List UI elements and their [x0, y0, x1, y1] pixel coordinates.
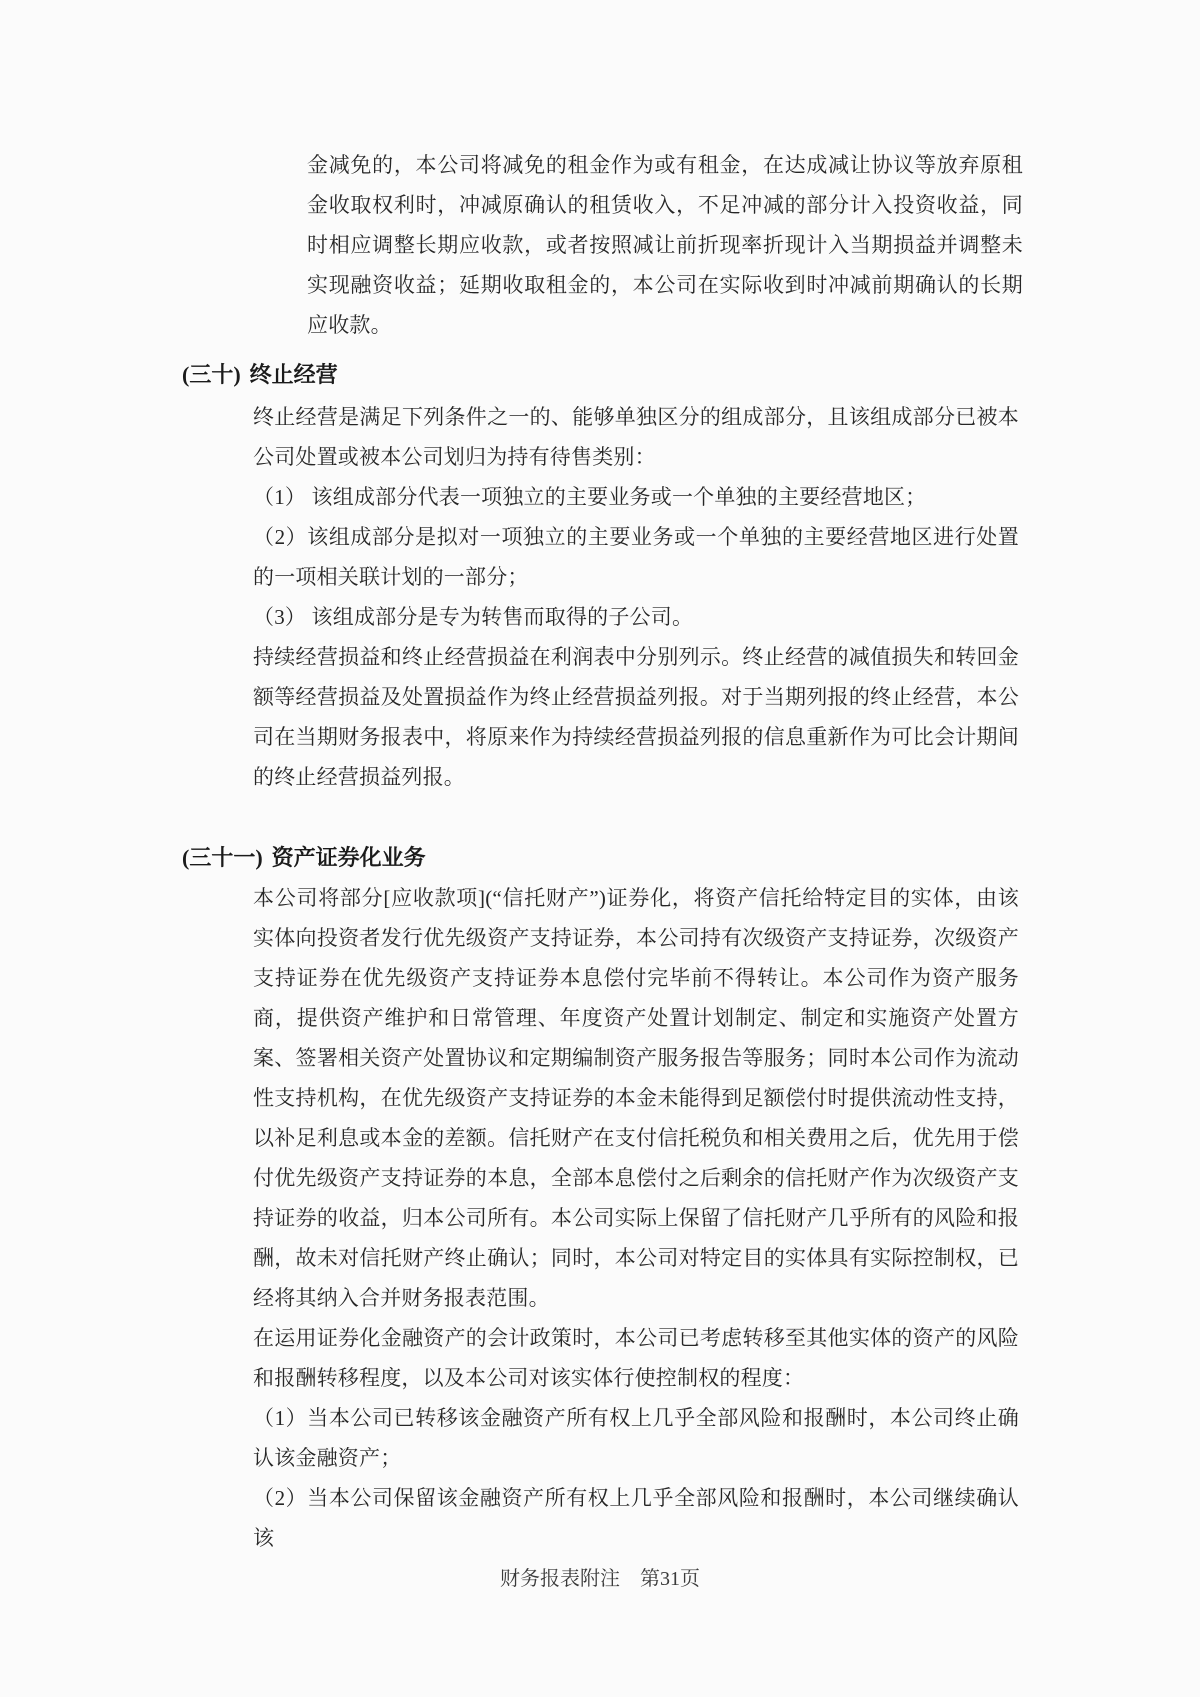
paragraph: 持续经营损益和终止经营损益在利润表中分别列示。终止经营的减值损失和转回金额等经营损益及处置损益作为终止经营损益列报。对于当期列报的终止经营，本公司在当期财务报表中，将原来作为持续经营损益列报的信息重新作为可比会计期间的终止经营损益列报。 [253, 645, 1019, 789]
section-30-body [253, 397, 1019, 797]
section-31-body [253, 878, 1019, 1558]
list-item-2: （2）当本公司保留该金融资产所有权上几乎全部风险和报酬时，本公司继续确认该 [253, 1486, 1019, 1550]
section-31-number: (三十一) [182, 845, 263, 870]
paragraph: 在运用证券化金融资产的会计政策时，本公司已考虑转移至其他实体的资产的风险和报酬转移程度，以及本公司对该实体行使控制权的程度： [253, 1326, 1019, 1390]
list-item-3: （3） 该组成部分是专为转售而取得的子公司。 [253, 605, 694, 629]
paragraph: 本公司将部分[应收款项](“信托财产”)证券化，将资产信托给特定目的实体，由该实体向投资者发行优先级资产支持证券，本公司持有次级资产支持证券，次级资产支持证券在优先级资产支持证券本息偿付完毕前不得转让。本公司作为资产服务商，提供资产维护和日常管理、年度资产处置计划制定、制定和实施资产处置方案、签署相关资产处置协议和定期编制资产服务报告等服务；同时本公司作为流动性支持机构，在优先级资产支持证券的本金未能得到足额偿付时提供流动性支持，以补足利息或本金的差额。信托财产在支付信托税负和相关费用之后，优先用于偿付优先级资产支持证券的本息，全部本息偿付之后剩余的信托财产作为次级资产支持证券的收益，归本公司所有。本公司实际上保留了信托财产几乎所有的风险和报酬，故未对信托财产终止确认；同时，本公司对特定目的实体具有实际控制权，已经将其纳入合并财务报表范围。 [253, 886, 1019, 1310]
paragraph: 终止经营是满足下列条件之一的、能够单独区分的组成部分，且该组成部分已被本公司处置或被本公司划归为持有待售类别： [253, 405, 1019, 469]
list-item-2: （2）该组成部分是拟对一项独立的主要业务或一个单独的主要经营地区进行处置的一项相关联计划的一部分； [253, 525, 1019, 589]
continuation-paragraph: 金减免的，本公司将减免的租金作为或有租金，在达成减让协议等放弃原租金收取权利时，冲减原确认的租赁收入，不足冲减的部分计入投资收益，同时相应调整长期应收款，或者按照减让前折现率折现计入当期损益并调整未实现融资收益；延期收取租金的，本公司在实际收到时冲减前期确认的长期应收款。 [307, 153, 1023, 337]
section-30-number: (三十) [182, 362, 241, 387]
list-item-1: （1）当本公司已转移该金融资产所有权上几乎全部风险和报酬时，本公司终止确认该金融资产； [253, 1406, 1019, 1470]
section-31-heading [182, 844, 426, 872]
section-31-title: 资产证券化业务 [271, 845, 426, 870]
section-30-heading [182, 361, 338, 389]
list-item-1: （1） 该组成部分代表一项独立的主要业务或一个单独的主要经营地区； [253, 485, 927, 509]
page-footer: 财务报表附注 第31页 [500, 1568, 700, 1590]
section-30-title: 终止经营 [249, 362, 338, 387]
